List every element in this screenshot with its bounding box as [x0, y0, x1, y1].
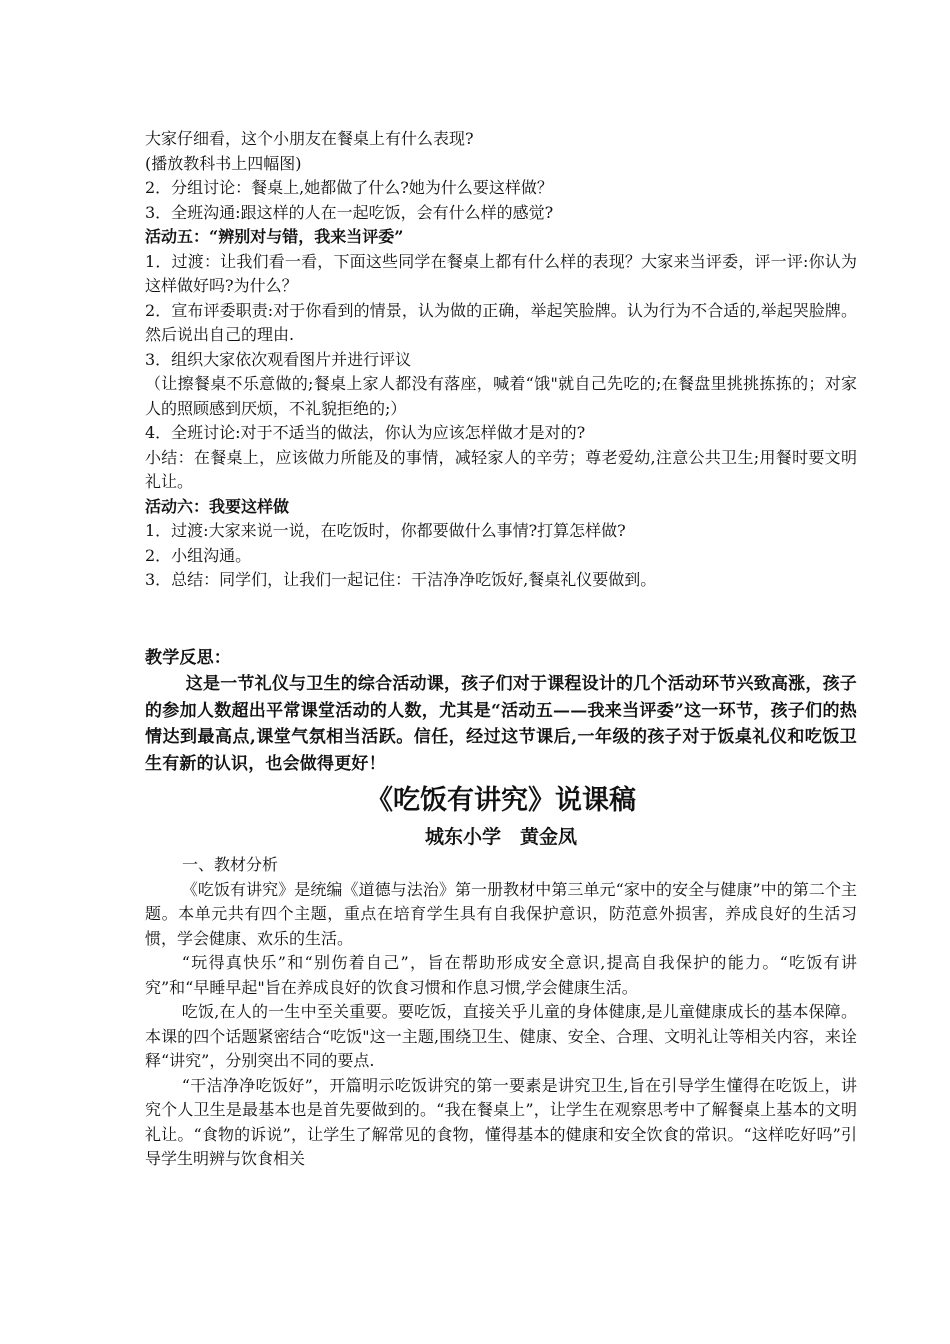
- section-heading: 一、教材分析: [182, 855, 279, 874]
- text-line: (播放教科书上四幅图): [145, 153, 302, 173]
- paragraph: “玩得真快乐”和“别伤着自己”，旨在帮助形成安全意识,提高自我保护的能力。“吃饭有讲究”和“早睡早起"旨在养成良好的饮食习惯和作息习惯,学会健康生活。: [145, 953, 857, 997]
- talk-author: 城东小学 黄金凤: [424, 826, 577, 848]
- activity6-heading: 活动六：我要这样做: [145, 496, 290, 516]
- text-line: 2．分组讨论：餐桌上,她都做了什么?她为什么要这样做？: [145, 178, 553, 197]
- reflection-body: 这是一节礼仪与卫生的综合活动课，孩子们对于课程设计的几个活动环节兴致高涨，孩子的参加人数超出平常课堂活动的人数，尤其是“活动五——我来当评委”这一环节，孩子们的热情达到最高点,课堂气氛相当活跃。信任，经过这节课后,一年级的孩子对于饭桌礼仪和吃饭卫生有新的认识，也会做得更好！: [145, 674, 857, 774]
- text-line: 2．小组沟通。: [145, 545, 252, 565]
- summary-line: 小结：在餐桌上，应该做力所能及的事情，减轻家人的辛劳；尊老爱幼,注意公共卫生;用餐时要文明礼让。: [145, 447, 857, 491]
- reflection-heading: 教学反思：: [145, 647, 231, 668]
- paragraph: 《吃饭有讲究》是统编《道德与法治》第一册教材中第三单元“家中的安全与健康”中的第二个主题。本单元共有四个主题，重点在培育学生具有自我保护意识，防范意外损害，养成良好的生活习惯，学会健康、欢乐的生活。: [145, 879, 857, 948]
- text-line: 2．宣布评委职责:对于你看到的情景，认为做的正确，举起笑脸牌。认为行为不合适的,举起哭脸牌。然后说出自己的理由.: [145, 300, 857, 344]
- text-line: 3．组织大家依次观看图片并进行评议: [145, 349, 412, 369]
- text-line: 3．全班沟通:跟这样的人在一起吃饭，会有什么样的感觉?: [145, 202, 554, 222]
- text-line: 1．过渡：让我们看一看，下面这些同学在餐桌上都有什么样的表现？大家来当评委，评一评:你认为这样做好吗?为什么？: [145, 251, 857, 295]
- text-line: 3．总结：同学们，让我们一起记住：干洁净净吃饭好,餐桌礼仪要做到。: [145, 570, 657, 589]
- document-page: [145, 127, 857, 1172]
- paragraph: 吃饭,在人的一生中至关重要。要吃饭，直接关乎儿童的身体健康,是儿童健康成长的基本保障。本课的四个话题紧密结合“吃饭"这一主题,围绕卫生、健康、安全、合理、文明礼让等相关内容，来诠释“讲究”，分别突出不同的要点.: [145, 1002, 857, 1070]
- text-line: （让擦餐桌不乐意做的;餐桌上家人都没有落座，喊着“饿"就自己先吃的;在餐盘里挑挑拣拣的；对家人的照顾感到厌烦，不礼貌拒绝的;）: [145, 374, 857, 418]
- talk-title: 《吃饭有讲究》说课稿: [366, 785, 636, 816]
- text-line: 4．全班讨论:对于不适当的做法，你认为应该怎样做才是对的?: [145, 423, 586, 442]
- text-line: 1．过渡:大家来说一说，在吃饭时，你都要做什么事情?打算怎样做?: [145, 521, 626, 540]
- text-line: 大家仔细看，这个小朋友在餐桌上有什么表现?: [145, 129, 474, 148]
- spacer: [145, 593, 857, 645]
- paragraph: “干洁净净吃饭好”，开篇明示吃饭讲究的第一要素是讲究卫生,旨在引导学生懂得在吃饭上，讲究个人卫生是最基本也是首先要做到的。“我在餐桌上”，让学生在观察思考中了解餐桌上基本的文明礼让。“食物的诉说”，让学生了解常见的食物，懂得基本的健康和安全饮食的常识。“这样吃好吗”引导学生明辨与饮食相关: [145, 1075, 857, 1168]
- activity5-heading: 活动五：“辨别对与错，我来当评委”: [145, 227, 404, 246]
